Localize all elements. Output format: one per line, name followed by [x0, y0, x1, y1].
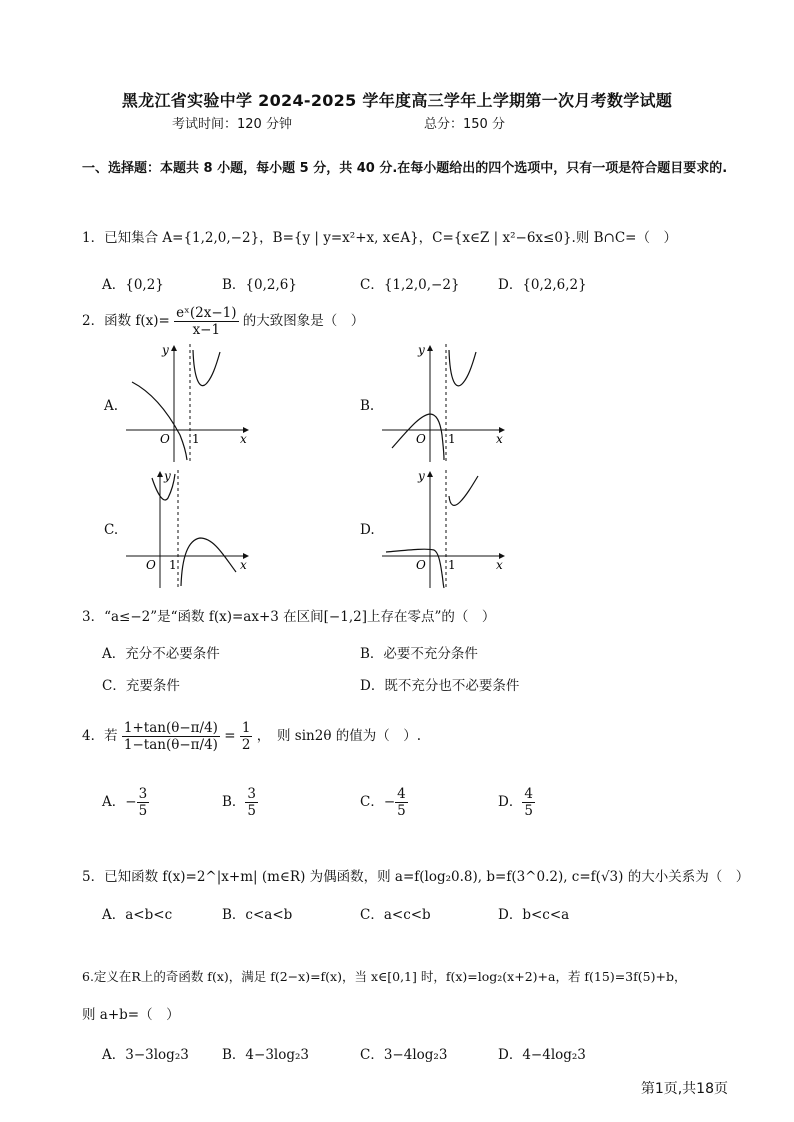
q4-fraction: [122, 720, 220, 753]
left-branch: [386, 549, 444, 588]
question-1-stem: 1．已知集合 A={1,2,0,−2}，B={y | y=x²+x, x∈A}，C={x∈Z | x²−6x≤0}.则 B∩C=（ ）: [82, 230, 677, 246]
q4-a-letter: A．: [102, 794, 126, 810]
q4-c-sign: −: [383, 794, 396, 810]
q4-c-num: 4: [397, 786, 406, 802]
q4-denominator: 1−tan(θ−π/4): [123, 737, 218, 753]
q4-equals: =: [224, 728, 236, 744]
q3-option-b: B．必要不充分条件: [360, 646, 478, 662]
page-number: 第1页,共18页: [640, 1081, 728, 1097]
graph-b: [378, 340, 510, 465]
q2-fraction: [174, 305, 238, 338]
graph-d: [378, 466, 510, 591]
one-label: 1: [169, 558, 177, 572]
q4-d-letter: D．: [498, 794, 523, 810]
q4-b-letter: B．: [222, 794, 246, 810]
q2-suffix: 的大致图象是（ ）: [242, 313, 365, 329]
q6-option-c: C．3−4log₂3: [360, 1047, 448, 1063]
q3-option-c: C．充要条件: [102, 678, 180, 694]
right-branch: [193, 350, 220, 386]
q4-a-num: 3: [138, 786, 148, 802]
q4-rhs-num: 1: [241, 720, 251, 736]
q6-option-a: A．3−3log₂3: [102, 1047, 189, 1063]
q4-a-den: 5: [138, 803, 148, 819]
graph-d-label: D.: [360, 522, 375, 538]
y-label: y: [164, 469, 171, 483]
origin-label: O: [416, 432, 426, 446]
q3-option-a: A．充分不必要条件: [102, 646, 220, 662]
q4-c-letter: C．: [360, 794, 384, 810]
q4-c-den: 5: [397, 803, 406, 819]
q1-option-a: A．{0,2}: [102, 277, 164, 293]
q4-option-c: [360, 786, 408, 819]
question-3-stem: 3．“a≤−2”是“函数 f(x)=ax+3 在区间[−1,2]上存在零点”的（ ）: [82, 609, 496, 625]
q4-rhs: [240, 720, 253, 753]
graph-c: [122, 466, 254, 591]
q4-option-a: [102, 786, 149, 819]
graph-b-label: B.: [360, 398, 375, 414]
exam-time: 考试时间：120 分钟: [172, 117, 292, 132]
question-2-stem: [82, 305, 364, 338]
x-label: x: [496, 432, 503, 446]
q5-option-c: C．a<c<b: [360, 907, 431, 923]
exam-score: 总分：150 分: [424, 117, 505, 132]
one-label: 1: [192, 432, 200, 446]
q1-option-c: C．{1,2,0,−2}: [360, 277, 460, 293]
origin-label: O: [416, 558, 426, 572]
one-label: 1: [448, 432, 456, 446]
graph-a: [122, 340, 254, 465]
origin-label: O: [160, 432, 170, 446]
y-label: y: [418, 469, 425, 483]
q4-d-num: 4: [524, 786, 533, 802]
origin-label: O: [146, 558, 156, 572]
q4-d-den: 5: [524, 803, 533, 819]
q3-option-d: D．既不充分也不必要条件: [360, 678, 520, 694]
q4-rhs-den: 2: [241, 737, 251, 753]
q5-option-b: B．c<a<b: [222, 907, 293, 923]
right-branch: [449, 476, 478, 505]
q5-option-a: A．a<b<c: [102, 907, 173, 923]
x-label: x: [496, 558, 503, 572]
exam-title: 黑龙江省实验中学 2024-2025 学年度高三学年上学期第一次月考数学试题: [121, 91, 673, 110]
question-6-stem: 6.定义在R上的奇函数 f(x)，满足 f(2−x)=f(x)，当 x∈[0,1] 时，f(x)=log₂(x+2)+a，若 f(15)=3f(5)+b，: [82, 969, 687, 984]
y-label: y: [418, 343, 425, 357]
right-branch: [181, 538, 236, 586]
question-5-stem: 5．已知函数 f(x)=2^|x+m| (m∈R) 为偶函数，则 a=f(log₂0.8), b=f(3^0.2), c=f(√3) 的大小关系为（ ）: [82, 869, 750, 885]
y-label: y: [162, 343, 169, 357]
graph-a-label: A.: [104, 398, 119, 414]
q5-option-d: D．b<c<a: [498, 907, 570, 923]
q4-prefix: 4．若: [82, 728, 118, 744]
left-branch: [132, 382, 187, 460]
q6-option-b: B．4−3log₂3: [222, 1047, 309, 1063]
q2-denominator: x−1: [192, 322, 221, 338]
q1-option-b: B．{0,2,6}: [222, 277, 297, 293]
x-label: x: [240, 432, 247, 446]
q4-option-d: [498, 786, 535, 819]
q1-option-d: D．{0,2,6,2}: [498, 277, 587, 293]
x-label: x: [240, 558, 247, 572]
one-label: 1: [448, 558, 456, 572]
question-4-stem: [82, 720, 421, 753]
q4-b-den: 5: [247, 803, 257, 819]
q4-a-sign: −: [125, 794, 137, 810]
graph-c-label: C.: [104, 522, 119, 538]
q2-prefix: 2．函数 f(x)=: [82, 313, 170, 329]
q4-numerator: 1+tan(θ−π/4): [123, 720, 218, 736]
q4-option-b: [222, 786, 258, 819]
q4-b-num: 3: [247, 786, 257, 802]
question-6-stem-2: 则 a+b=（ ）: [82, 1007, 180, 1023]
section-heading: 一、选择题：本题共 8 小题，每小题 5 分，共 40 分.在每小题给出的四个选项中，只有一项是符合题目要求的.: [82, 161, 728, 176]
q4-suffix: ， 则 sin2θ 的值为（ ）.: [256, 728, 422, 744]
q2-numerator: eˣ(2x−1): [176, 305, 237, 321]
right-branch: [449, 350, 476, 386]
q6-option-d: D．4−4log₂3: [498, 1047, 586, 1063]
